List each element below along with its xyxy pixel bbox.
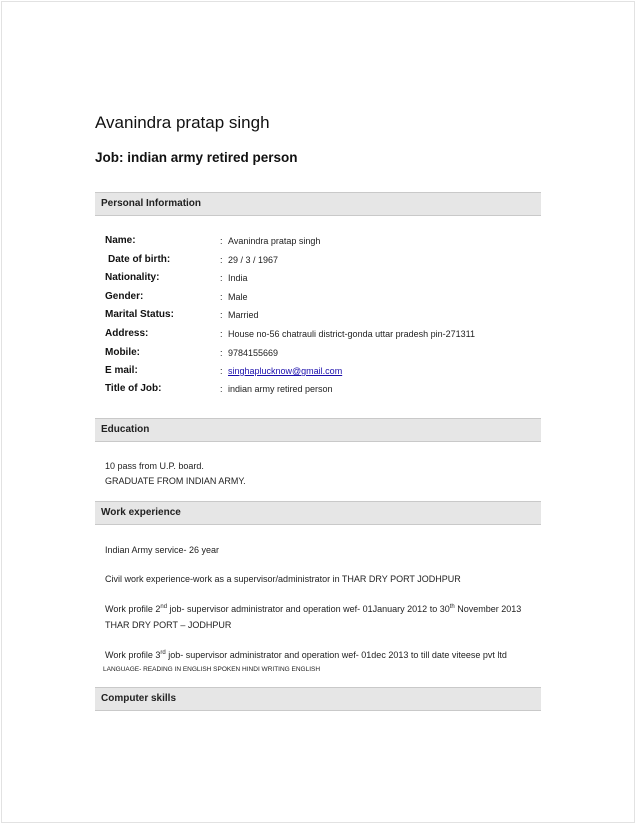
colon: : [220,366,223,376]
job-title: Job: indian army retired person [95,150,298,165]
work-profile-3 [105,650,507,660]
colon: : [220,384,223,394]
label-gender: Gender: [105,291,144,302]
work-service: Indian Army service- 26 year [105,545,220,555]
section-computer-skills [95,687,541,711]
label-marital-status: Marital Status: [105,309,174,320]
profile3-rest: job- supervisor administrator and operation wef- 01dec 2013 to till date viteese pvt ltd [165,650,507,660]
work-profile-2-line2: THAR DRY PORT – JODHPUR [105,620,232,630]
colon: : [220,348,223,358]
value-nationality: India [228,273,248,283]
label-address: Address: [105,328,149,339]
label-date-of-birth: Date of birth: [108,254,171,265]
profile2-sup2: th [449,604,455,610]
section-heading: Education [101,424,150,435]
value-address: House no-56 chatrauli district-gonda uttar pradesh pin-271311 [228,329,475,339]
value-date-of-birth: 29 / 3 / 1967 [228,255,279,265]
work-civil: Civil work experience-work as a supervisor/administrator in THAR DRY PORT JODHPUR [105,574,461,584]
value-marital-status: Married [228,310,259,320]
profile3-sup: rd [160,650,166,656]
language-line: LANGUAGE- READING IN ENGLISH SPOKEN HINDI WRITING ENGLISH [103,666,321,673]
colon: : [220,329,223,339]
profile2-prefix: Work profile 2 [105,604,161,614]
label-name: Name: [105,235,136,246]
profile2-sup: nd [160,604,168,610]
section-heading: Work experience [101,507,181,518]
section-work-experience [95,501,541,525]
label-nationality: Nationality: [105,272,160,283]
candidate-name: Avanindra pratap singh [95,113,270,132]
value-email-container [228,366,342,376]
section-heading: Computer skills [101,693,177,704]
value-name: Avanindra pratap singh [228,236,321,246]
value-gender: Male [228,292,248,302]
section-education [95,418,541,442]
email-link[interactable]: singhaplucknow@gmail.com [228,366,343,376]
profile2-suffix: November 2013 [454,604,522,614]
colon: : [220,310,223,320]
colon: : [220,255,223,265]
value-title-of-job: indian army retired person [228,384,333,394]
colon: : [220,292,223,302]
colon: : [220,273,223,283]
colon: : [220,236,223,246]
profile3-prefix: Work profile 3 [105,650,161,660]
work-profile-2 [105,604,521,614]
section-heading: Personal Information [101,198,202,209]
profile2-middle: job- supervisor administrator and operation wef- 01January 2012 to 30 [167,604,450,614]
label-email: E mail: [105,365,138,376]
section-personal-information [95,192,541,216]
label-title-of-job: Title of Job: [105,383,162,394]
education-line: GRADUATE FROM INDIAN ARMY. [105,476,246,486]
education-line: 10 pass from U.P. board. [105,461,204,471]
value-mobile: 9784155669 [228,348,279,358]
label-mobile: Mobile: [105,347,140,358]
